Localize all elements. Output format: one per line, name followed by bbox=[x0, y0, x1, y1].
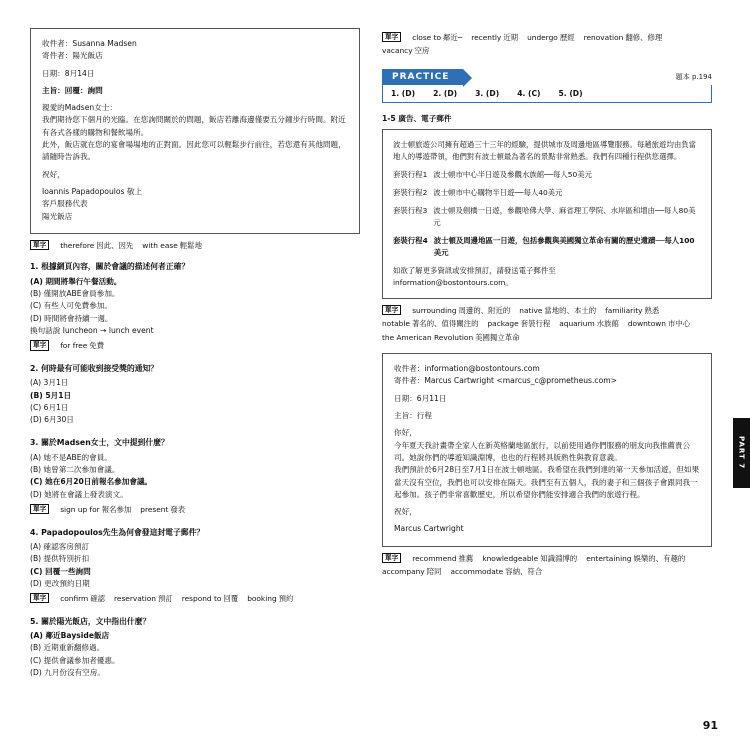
tour-package-desc: 波士頓及周邊地區一日遊，包括參觀與美國獨立革命有關的歷史遺蹟──每人100美元 bbox=[433, 235, 695, 257]
vocab-cn: 近期 bbox=[503, 33, 519, 42]
vocab-entry bbox=[559, 318, 619, 329]
sunlight-hotel-email-box bbox=[30, 28, 360, 234]
vocab-entry bbox=[140, 504, 185, 515]
tour-package-row bbox=[393, 187, 701, 199]
section-heading: 1-5 廣告、電子郵件 bbox=[382, 113, 452, 123]
vocab-cn: 報名參加 bbox=[101, 505, 132, 515]
vocab-cn: 熟悉 bbox=[644, 305, 660, 315]
answer-option[interactable]: (B) 5月1日 bbox=[30, 390, 72, 400]
vocab-entry bbox=[60, 593, 105, 604]
tour-package-label: 套裝行程1 bbox=[393, 169, 428, 179]
vocab-cn: 翻修、修理 bbox=[625, 33, 663, 42]
email-line: 主旨：回覆：詢問 bbox=[42, 85, 103, 95]
email-line: 寄件者：陽光飯店 bbox=[42, 51, 103, 61]
email-line: 寄件者：Marcus Cartwright <marcus_c@prometheus.com> bbox=[394, 376, 618, 386]
vocab-recommend bbox=[382, 553, 712, 578]
practice-answer: 2. (D) bbox=[433, 88, 458, 98]
vocab-en: present bbox=[140, 505, 169, 515]
tour-package-desc: 波士頓及劍橋一日遊，參觀哈佛大學、麻省理工學院、水岸區和增由──每人80美元 bbox=[433, 205, 696, 227]
page-number: 91 bbox=[702, 719, 718, 732]
answer-option[interactable]: (A) 期間將舉行午餐活動。 bbox=[30, 276, 122, 286]
left-column bbox=[30, 28, 360, 730]
question-item bbox=[30, 527, 360, 605]
tour-package-desc: 波士頓市中心購物半日遊──每人40美元 bbox=[433, 187, 563, 197]
practice-answers bbox=[382, 85, 712, 103]
vocab-en: close to bbox=[412, 33, 441, 42]
part-side-tab bbox=[733, 418, 750, 488]
vocab-tag: 單字 bbox=[382, 305, 401, 315]
answer-option[interactable]: (C) 有些人可免費參加。 bbox=[30, 301, 112, 311]
ad-footer-line: 如欲了解更多資訊或安排預訂，請發送電子郵件至 bbox=[393, 265, 556, 275]
answer-option[interactable]: (A) 鄰近Bayside飯店 bbox=[30, 631, 110, 641]
practice-header bbox=[382, 69, 712, 85]
email-line: 陽光飯店 bbox=[42, 211, 73, 221]
practice-answer: 1. (D) bbox=[391, 88, 416, 98]
practice-answer: 5. (D) bbox=[558, 88, 583, 98]
vocab-close-to bbox=[382, 32, 712, 57]
tour-package-label: 套裝行程2 bbox=[393, 187, 428, 197]
vocab-cn: 免費 bbox=[89, 341, 105, 351]
part-side-tab-label: PART 7 bbox=[737, 436, 746, 470]
vocab-en: reservation bbox=[114, 594, 156, 604]
vocab-entry bbox=[412, 305, 510, 316]
email-line: 此外，飯店就在您的宴會場場地的正對面。因此您可以輕鬆步行前往，若您還有其他問題，請隨時告訴我。 bbox=[42, 140, 346, 162]
right-column bbox=[382, 28, 712, 730]
vocab-cn: 知識淵博的 bbox=[540, 553, 578, 563]
practice-answer: 4. (C) bbox=[517, 88, 541, 98]
email-line: 我們預計於6月28日至7月1日在波士頓地區。我希望在我們到達的第一天參加活遊，但如果當天沒有空位，我們也可以安排在隔天。我們至有五個人，我的妻子和三個孩子會跟同我一起參加。孩子們非常喜歡歷史，所以希望你們能安排適合我們的旅遊行程。 bbox=[394, 465, 700, 499]
vocab-en: with ease bbox=[142, 240, 178, 250]
email-line: 收件者：Susanna Madsen bbox=[42, 39, 137, 48]
vocab-therefore bbox=[30, 240, 360, 251]
answer-option[interactable]: (A) 她不是ABE的會員。 bbox=[30, 452, 112, 462]
question-vocab bbox=[30, 593, 360, 604]
tour-package-label: 套裝行程4 bbox=[393, 235, 428, 245]
question-text: 5. 關於陽光飯店，文中指出什麼？ bbox=[30, 616, 151, 626]
ad-footer-line: information@bostontours.com。 bbox=[393, 277, 513, 287]
vocab-en: knowledgeable bbox=[482, 553, 539, 563]
practice-answer: 3. (D) bbox=[475, 88, 500, 98]
vocab-en: booking bbox=[247, 594, 277, 604]
vocab-cn: 套裝行程 bbox=[520, 319, 551, 329]
vocab-en: entertaining bbox=[586, 553, 632, 563]
vocab-tag: 單字 bbox=[30, 340, 49, 350]
vocab-en: aquarium bbox=[559, 319, 595, 329]
vocab-en: renovation bbox=[583, 33, 624, 42]
boston-tours-ad-box bbox=[382, 129, 712, 299]
question-note: 換句話說 luncheon → lunch event bbox=[30, 325, 154, 335]
vocab-en: confirm bbox=[60, 594, 89, 604]
vocab-entry bbox=[471, 32, 518, 43]
two-column-layout bbox=[30, 28, 720, 730]
answer-option[interactable]: (C) 提供會議參加者優惠。 bbox=[30, 655, 120, 665]
tour-package-row bbox=[393, 235, 701, 259]
vocab-entry bbox=[584, 32, 663, 43]
vocab-en: recently bbox=[471, 33, 502, 42]
vocab-cn: 歷經 bbox=[559, 33, 575, 42]
vocab-entry bbox=[586, 553, 685, 564]
vocab-cn: 發表 bbox=[170, 505, 186, 515]
tour-package-row bbox=[393, 205, 701, 229]
vocab-entry bbox=[114, 593, 173, 604]
question-vocab bbox=[30, 340, 360, 351]
vocab-en: undergo bbox=[527, 33, 558, 42]
vocab-tag: 單字 bbox=[382, 553, 401, 563]
email-line: 收件者：information@bostontours.com bbox=[394, 364, 540, 374]
practice-source-note: 題本 p.194 bbox=[675, 72, 712, 81]
practice-block bbox=[382, 69, 712, 103]
vocab-tag: 單字 bbox=[30, 593, 49, 603]
vocab-cn: 美國獨立革命 bbox=[475, 332, 520, 342]
vocab-entry bbox=[142, 240, 202, 251]
vocab-cn: 預訂 bbox=[157, 594, 173, 604]
vocab-tag: 單字 bbox=[382, 32, 401, 42]
vocab-en: accommodate bbox=[450, 567, 504, 577]
answer-option[interactable]: (C) 她在6月20日前報名參加會議。 bbox=[30, 477, 153, 487]
cartwright-email-box bbox=[382, 353, 712, 547]
answer-option[interactable]: (C) 回覆一些詢問 bbox=[30, 566, 91, 576]
vocab-cn: 水族館 bbox=[596, 319, 619, 329]
vocab-cn: 預約 bbox=[278, 594, 294, 604]
vocab-entry bbox=[527, 32, 575, 43]
vocab-en: sign up for bbox=[60, 505, 100, 515]
vocab-entry bbox=[382, 566, 441, 577]
vocab-entry bbox=[382, 45, 429, 56]
answer-option[interactable]: (B) 近期重新翻修過。 bbox=[30, 643, 105, 653]
email-line: Marcus Cartwright bbox=[394, 524, 464, 534]
vocab-cn: 輕鬆地 bbox=[179, 240, 202, 250]
vocab-entry bbox=[605, 305, 659, 316]
vocab-cn: 當地的、本土的 bbox=[544, 305, 597, 315]
answer-option[interactable]: (B) 僅開放ABE會員參加。 bbox=[30, 289, 120, 299]
vocab-entry bbox=[60, 504, 131, 515]
vocab-cn: 因此、因先 bbox=[96, 240, 134, 250]
question-list bbox=[30, 261, 360, 679]
tour-package-row bbox=[393, 169, 701, 181]
vocab-en: native bbox=[519, 305, 543, 315]
email-line: 主旨：行程 bbox=[394, 411, 432, 421]
vocab-cn: 娛樂的、有趣的 bbox=[633, 553, 686, 563]
question-text: 3. 關於Madsen女士，文中提到什麼？ bbox=[30, 438, 169, 448]
tour-package-desc: 波士頓市中心半日遊及參觀水族館──每人50美元 bbox=[433, 169, 592, 179]
answer-option[interactable]: (D) 她將在會議上發表演文。 bbox=[30, 489, 128, 499]
question-text: 2. 何時最有可能收到接受獎的通知？ bbox=[30, 363, 159, 373]
vocab-entry bbox=[412, 553, 473, 564]
answer-option[interactable]: (D) 九月份沒有空房。 bbox=[30, 668, 105, 678]
question-item bbox=[30, 363, 360, 427]
vocab-entry bbox=[487, 318, 550, 329]
vocab-cn: 市中心 bbox=[667, 319, 691, 329]
question-item bbox=[30, 437, 360, 515]
vocab-en: therefore bbox=[60, 240, 95, 250]
answer-option[interactable]: (D) 時間將會持續一週。 bbox=[30, 313, 113, 323]
vocab-entry bbox=[450, 566, 542, 577]
ad-intro-paragraph: 波士頓旅遊公司擁有超過三十三年的經驗，提供城市及周邊地區導覽服務。每趟旅遊均由負當地人的導遊帶領，他們對有波士頓最為著名的景點非常熟悉。我們有四種行程供您選擇。 bbox=[393, 139, 697, 161]
vocab-entry bbox=[60, 240, 133, 251]
email-line: 祝好， bbox=[394, 507, 417, 517]
vocab-en: notable bbox=[382, 319, 410, 329]
vocab-cn: 推薦 bbox=[458, 553, 474, 563]
vocab-entry bbox=[412, 32, 462, 43]
vocab-cn: 確認 bbox=[90, 594, 106, 604]
email-line: 我們期待您下個月的光臨。在您詢問關於的問題，飯店若離海邊僅要五分鐘步行時間。附近有各式各樣的購物和餐飲場所。 bbox=[42, 115, 346, 137]
email-line: 你好， bbox=[394, 428, 417, 438]
vocab-en: familiarity bbox=[605, 305, 643, 315]
vocab-cn: 陪同 bbox=[426, 567, 442, 577]
vocab-en: respond to bbox=[181, 594, 222, 604]
vocab-cn: 空房 bbox=[414, 46, 430, 56]
vocab-en: downtown bbox=[627, 319, 666, 329]
vocab-tag: 單字 bbox=[30, 504, 49, 514]
vocab-cn: 著名的、值得關注的 bbox=[411, 319, 479, 329]
vocab-entry bbox=[519, 305, 596, 316]
vocab-entry bbox=[182, 593, 238, 604]
vocab-en: the American Revolution bbox=[382, 332, 474, 342]
question-text: 4. Papadopoulos先生為何會發這封電子郵件？ bbox=[30, 527, 205, 537]
answer-option[interactable]: (B) 她曾第二次參加會議。 bbox=[30, 465, 120, 475]
vocab-entry bbox=[628, 318, 690, 329]
vocab-en: surrounding bbox=[412, 305, 457, 315]
vocab-cn: 鄰近─ bbox=[443, 33, 463, 42]
email-line: Ioannis Papadopoulos 敬上 bbox=[42, 186, 143, 196]
email-line: 日期：8月14日 bbox=[42, 68, 95, 78]
vocab-en: vacancy bbox=[382, 46, 413, 56]
question-item bbox=[30, 616, 360, 680]
email-line: 日期：6月11日 bbox=[394, 393, 447, 403]
answer-option[interactable]: (D) 6月30日 bbox=[30, 415, 74, 425]
practice-label: PRACTICE bbox=[382, 69, 463, 85]
vocab-cn: 容納、符合 bbox=[505, 567, 543, 577]
answer-option[interactable]: (A) 3月1日 bbox=[30, 378, 69, 388]
question-text: 1. 根據網頁內容，關於會議的描述何者正確？ bbox=[30, 262, 190, 272]
vocab-en: recommend bbox=[412, 553, 457, 563]
email-line: 祝好， bbox=[42, 169, 65, 179]
vocab-entry bbox=[482, 553, 577, 564]
answer-option[interactable]: (C) 6月1日 bbox=[30, 402, 69, 412]
email-line: 客戶服務代表 bbox=[42, 199, 88, 209]
answer-option[interactable]: (B) 提供特別折扣 bbox=[30, 554, 90, 564]
vocab-entry bbox=[382, 332, 520, 343]
vocab-en: package bbox=[487, 319, 519, 329]
question-vocab bbox=[30, 504, 360, 515]
vocab-entry bbox=[60, 340, 104, 351]
vocab-tag: 單字 bbox=[30, 240, 49, 250]
tour-package-label: 套裝行程3 bbox=[393, 205, 428, 215]
vocab-en: for free bbox=[60, 341, 88, 351]
question-item bbox=[30, 261, 360, 351]
email-line: 今年夏天我計畫帶全家人在新英格蘭地區旅行，以前使用過你們服務的朋友向我推薦貴公司。她說你們的導遊知識淵博，也也的行程將具版熟性與教育意義。 bbox=[394, 440, 691, 462]
vocab-cn: 周邊的、附近的 bbox=[458, 305, 511, 315]
answer-option[interactable]: (A) 確認客房預訂 bbox=[30, 542, 90, 551]
vocab-entry bbox=[247, 593, 293, 604]
vocab-surrounding bbox=[382, 305, 712, 343]
vocab-entry bbox=[382, 318, 478, 329]
answer-option[interactable]: (D) 更改預約日期 bbox=[30, 578, 90, 588]
email-line: 親愛的Madsen女士： bbox=[42, 103, 118, 113]
vocab-en: accompany bbox=[382, 567, 425, 577]
vocab-cn: 回覆 bbox=[223, 594, 239, 604]
